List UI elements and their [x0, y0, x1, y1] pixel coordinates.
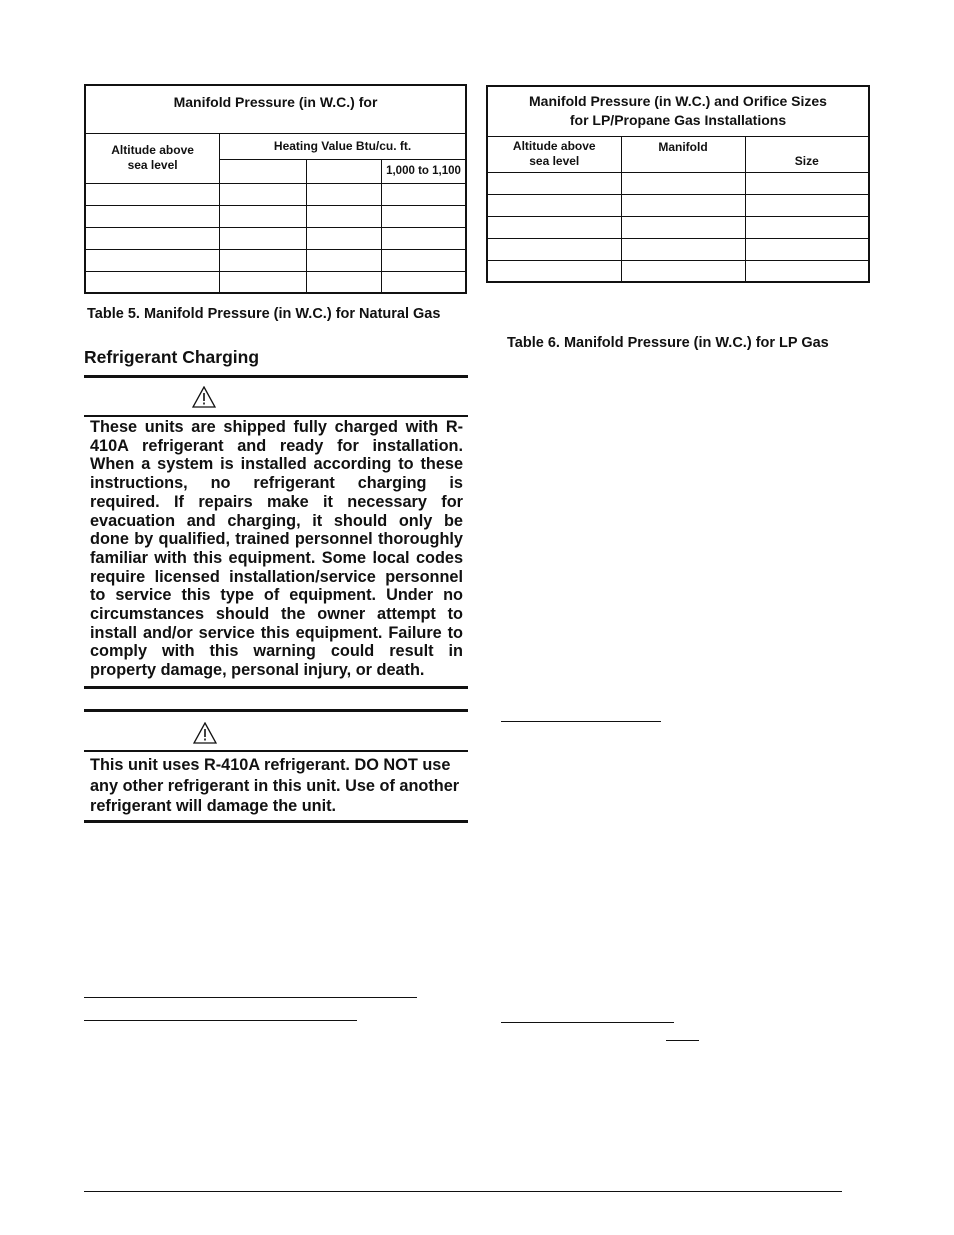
- table-cell: [745, 194, 869, 216]
- table-cell: [745, 238, 869, 260]
- table5-altitude-header: Altitude above sea level: [85, 133, 220, 183]
- table-cell: [220, 227, 306, 249]
- table-cell: [382, 183, 467, 205]
- warning2-top-rule: [84, 709, 468, 712]
- table-cell: [306, 271, 381, 293]
- table-cell: [220, 271, 306, 293]
- underline: [501, 1022, 674, 1023]
- table-cell: [85, 249, 220, 271]
- table-cell: [621, 172, 745, 194]
- table-cell: [382, 205, 467, 227]
- underline: [501, 721, 661, 722]
- table-cell: [220, 205, 306, 227]
- warning1-bottom-rule: [84, 686, 468, 689]
- table-cell: [621, 260, 745, 282]
- footer-rule: [84, 1191, 842, 1192]
- table-cell: [487, 260, 621, 282]
- table5-heating-header: Heating Value Btu/cu. ft.: [220, 133, 466, 159]
- table5-subcol: [220, 159, 306, 183]
- table5-subcol: 1,000 to 1,100: [382, 159, 467, 183]
- table-cell: [745, 260, 869, 282]
- table-cell: [306, 227, 381, 249]
- table-cell: [85, 183, 220, 205]
- table-natural-gas: [84, 84, 467, 294]
- table5-caption: Table 5. Manifold Pressure (in W.C.) for Natural Gas: [87, 306, 441, 322]
- table6-title-line1: Manifold Pressure (in W.C.) and Orifice Sizes: [529, 93, 827, 110]
- table-cell: [382, 227, 467, 249]
- underline: [84, 997, 417, 998]
- table-cell: [220, 183, 306, 205]
- warning2-bottom-rule: [84, 820, 468, 823]
- table-cell: [621, 194, 745, 216]
- table-cell: [306, 249, 381, 271]
- warning2-text: This unit uses R-410A refrigerant. DO NOT use any other refrigerant in this unit. Use of another refrigerant will damage the unit.: [90, 756, 460, 815]
- table-cell: [745, 216, 869, 238]
- table-cell: [85, 227, 220, 249]
- table-cell: [306, 183, 381, 205]
- underline: [666, 1040, 699, 1041]
- table-cell: [487, 194, 621, 216]
- table-cell: [745, 172, 869, 194]
- table6-caption: Table 6. Manifold Pressure (in W.C.) for LP Gas: [507, 335, 829, 351]
- table6-size-header: Size: [745, 136, 869, 172]
- table-cell: [220, 249, 306, 271]
- table-cell: [487, 238, 621, 260]
- warning1-text: These units are shipped fully charged with R-410A refrigerant and ready for installation. When a system is installed according to these instructions, no refrigerant charging is required. If repairs make it necessary for evacuation and charging, it should only be done by qualified, trained personnel thoroughly familiar with this equipment. Some local codes require licensed installation/service personnel to service this type of equipment. Under no circumstances should the owner attempt to install and/or service this equipment. Failure to comply with this warning could result in property damage, personal injury, or death.: [90, 418, 463, 680]
- table-cell: [85, 205, 220, 227]
- table-cell: [382, 249, 467, 271]
- warning-triangle-icon: [193, 722, 217, 744]
- table-cell: [487, 172, 621, 194]
- table6-title-line2: for LP/Propane Gas Installations: [569, 112, 787, 129]
- table-cell: [487, 216, 621, 238]
- warning2-divider: [84, 750, 468, 752]
- table6-title: [487, 86, 869, 136]
- table6-altitude-header: Altitude above sea level: [487, 136, 621, 172]
- section-heading: Refrigerant Charging: [84, 347, 260, 367]
- table6-manifold-header: Manifold: [621, 136, 745, 172]
- table-cell: [306, 205, 381, 227]
- warning1-top-rule: [84, 375, 468, 378]
- table-cell: [621, 238, 745, 260]
- table5-title: Manifold Pressure (in W.C.) for: [85, 85, 466, 133]
- table-cell: [382, 271, 467, 293]
- table5-subcol: [306, 159, 381, 183]
- table-lp-gas: [486, 85, 870, 283]
- underline: [84, 1020, 357, 1021]
- warning-triangle-icon: [192, 386, 216, 408]
- table-cell: [621, 216, 745, 238]
- table-cell: [85, 271, 220, 293]
- warning1-divider: [84, 415, 468, 417]
